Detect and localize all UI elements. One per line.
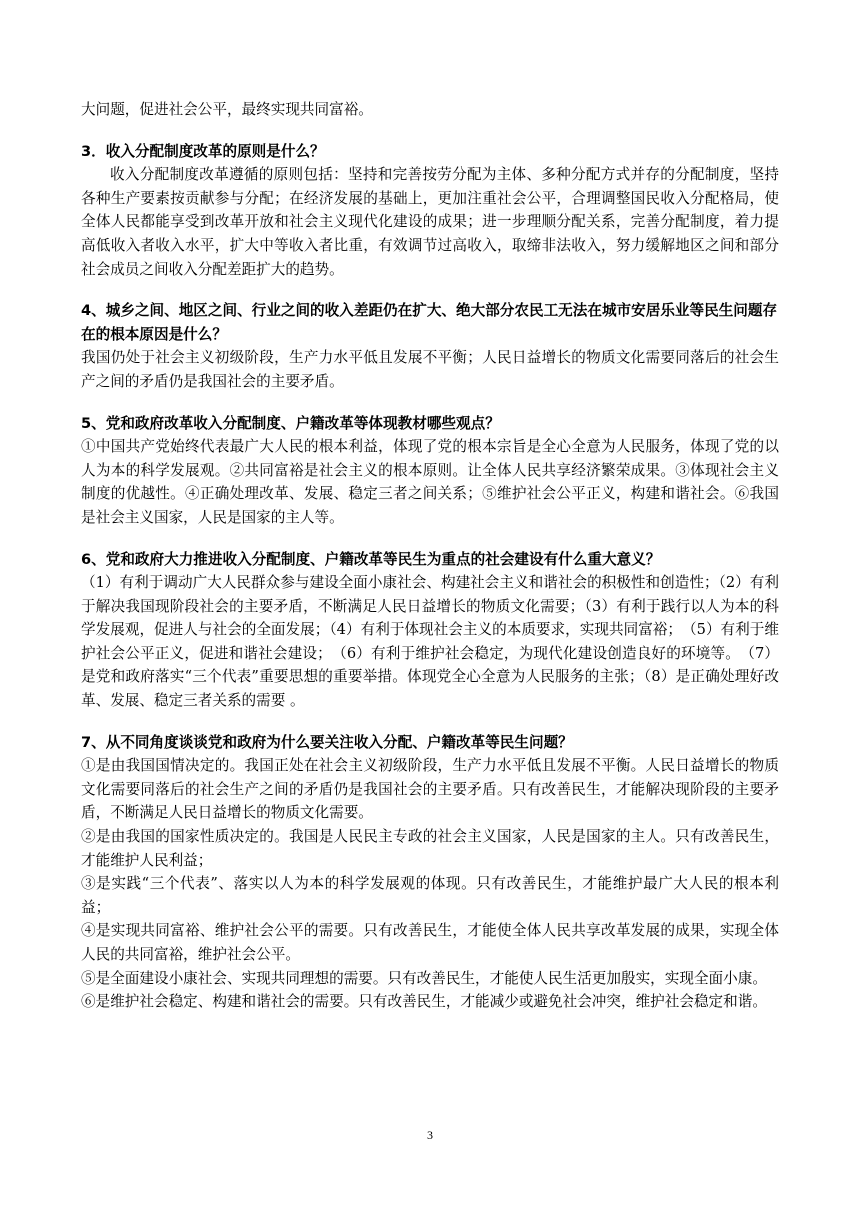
section-heading: 6、党和政府大力推进收入分配制度、户籍改革等民生为重点的社会建设有什么重大意义？ [81, 550, 661, 568]
section-5 [81, 412, 779, 530]
intro-paragraph: 大问题，促进社会公平，最终实现共同富裕。 [81, 101, 373, 118]
page-number: 3 [427, 1128, 433, 1142]
section-heading: 3．收入分配制度改革的原则是什么？ [81, 142, 325, 160]
section-paragraph: 收入分配制度改革遵循的原则包括：坚持和完善按劳分配为主体、多种分配方式并存的分配制度，坚持各种生产要素按贡献参与分配；在经济发展的基础上，更加注重社会公平，合理调整国民收入分配格局，使全体人民都能享受到改革开放和社会主义现代化建设的成果；进一步理顺分配关系，完善分配制度，着力提高低收入者收入水平，扩大中等收入者比重，有效调节过高收入，取缔非法收入，努力缓解地区之间和部分社会成员之间收入分配差距扩大的趋势。 [81, 166, 779, 278]
section-heading: 4、城乡之间、地区之间、行业之间的收入差距仍在扩大、绝大部分农民工无法在城市安居乐业等民生问题存在的根本原因是什么？ [81, 302, 778, 343]
section-paragraph: 我国仍处于社会主义初级阶段，生产力水平低且发展不平衡；人民日益增长的物质文化需要同落后的社会生产之间的矛盾仍是我国社会的主要矛盾。 [81, 349, 779, 390]
document-page [81, 98, 779, 1014]
section-paragraph: ①是由我国国情决定的。我国正处在社会主义初级阶段，生产力水平低且发展不平衡。人民日益增长的物质文化需要同落后的社会生产之间的矛盾仍是我国社会的主要矛盾。只有改善民生，才能解决现阶段的主要矛盾，不断满足人民日益增长的物质文化需要。 [81, 757, 779, 822]
section-paragraph: ③是实践“三个代表”、落实以人为本的科学发展观的体现。只有改善民生，才能维护最广大人民的根本利益； [81, 875, 779, 916]
section-7 [81, 731, 779, 1014]
section-4 [81, 299, 779, 393]
section-paragraph: ⑤是全面建设小康社会、实现共同理想的需要。只有改善民生，才能使人民生活更加殷实，实现全面小康。 [81, 969, 767, 987]
section-3 [81, 140, 779, 282]
section-heading: 5、党和政府改革收入分配制度、户籍改革等体现教材哪些观点？ [81, 414, 500, 432]
section-heading: 7、从不同角度谈谈党和政府为什么要关注收入分配、户籍改革等民生问题？ [81, 733, 573, 751]
section-paragraph: （1）有利于调动广大人民群众参与建设全面小康社会、构建社会主义和谐社会的积极性和创造性；（2）有利于解决我国现阶段社会的主要矛盾，不断满足人民日益增长的物质文化需要；（3）有利于践行以人为本的科学发展观，促进人与社会的全面发展；（4）有利于体现社会主义的本质要求，实现共同富裕； （5）有利于维护社会公平正义，促进和谐社会建设； （6）有利于维护社会稳定，为现代化建设创造良好的环境等。 （7）是党和政府落实“三个代表”重要思想的重要举措。体现党全心全意为人民服务的主张；（8）是正确处理好改革、发展、稳定三者关系的需要 。 [81, 574, 779, 710]
section-paragraph: ⑥是维护社会稳定、构建和谐社会的需要。只有改善民生，才能减少或避免社会冲突，维护社会稳定和谐。 [81, 993, 767, 1011]
section-6 [81, 548, 779, 713]
section-paragraph: ②是由我国的国家性质决定的。我国是人民民主专政的社会主义国家，人民是国家的主人。只有改善民生，才能维护人民利益； [81, 828, 779, 869]
section-paragraph: ①中国共产党始终代表最广大人民的根本利益，体现了党的根本宗旨是全心全意为人民服务，体现了党的以人为本的科学发展观。②共同富裕是社会主义的根本原则。让全体人民共享经济繁荣成果。③体现社会主义制度的优越性。④正确处理改革、发展、稳定三者之间关系；⑤维护社会公平正义，构建和谐社会。⑥我国是社会主义国家，人民是国家的主人等。 [81, 438, 779, 526]
section-paragraph: ④是实现共同富裕、维护社会公平的需要。只有改善民生，才能使全体人民共享改革发展的成果，实现全体人民的共同富裕，维护社会公平。 [81, 922, 779, 963]
